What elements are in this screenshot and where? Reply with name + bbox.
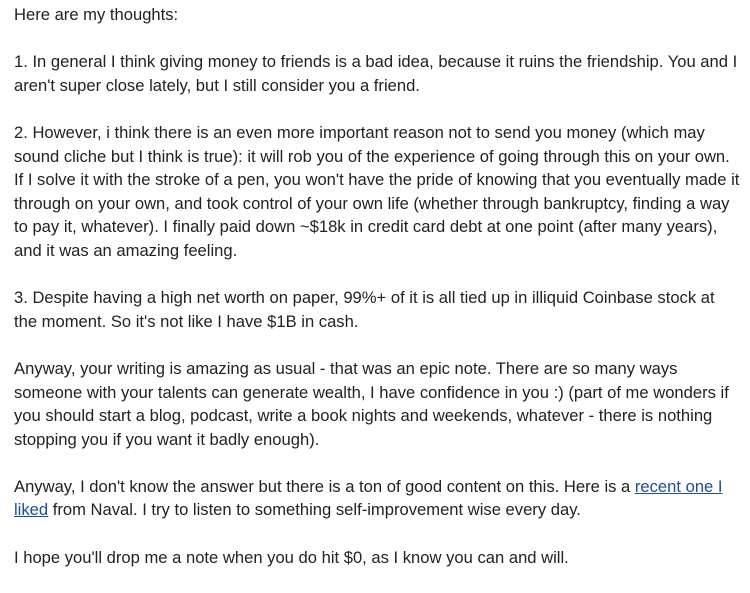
advice-text-after: from Naval. I try to listen to something self-improvement wise every day. [48, 500, 581, 520]
advice-paragraph [14, 475, 742, 522]
point-one-paragraph: 1. In general I think giving money to friends is a bad idea, because it ruins the friendship. You and I aren't super close lately, but I still consider you a friend. [14, 52, 738, 95]
advice-text-before: Anyway, I don't know the answer but there is a ton of good content on this. Here is a [14, 476, 635, 496]
point-three-paragraph: 3. Despite having a high net worth on paper, 99%+ of it is all tied up in illiquid Coinbase stock at the moment. So it's not like I have $1B in cash. [14, 288, 715, 331]
point-two-paragraph: 2. However, i think there is an even more important reason not to send you money (which may sound cliche but I think is true): it will rob you of the experience of going through this on your own. If I solve it with the stroke of a pen, you won't have the pride of knowing that you eventually made it through on your own, and took control of your own life (whether through bankruptcy, finding a way to pay it, whatever). I finally paid down ~$18k in credit card debt at one point (after many years), and it was an amazing feeling. [14, 122, 740, 260]
naval-content-link[interactable]: recent one I liked [14, 476, 723, 520]
encouragement-paragraph: Anyway, your writing is amazing as usual - that was an epic note. There are so many ways someone with your talents can generate wealth, I have confidence in you :) (part of me wonders if you should start a blog, podcast, write a book nights and weekends, whatever - there is nothing stopping you if you want it badly enough). [14, 358, 729, 449]
greeting-paragraph: Here are my thoughts: [14, 5, 179, 24]
closing-paragraph: I hope you'll drop me a note when you do hit $0, as I know you can and will. [14, 547, 569, 567]
email-body [14, 3, 742, 593]
